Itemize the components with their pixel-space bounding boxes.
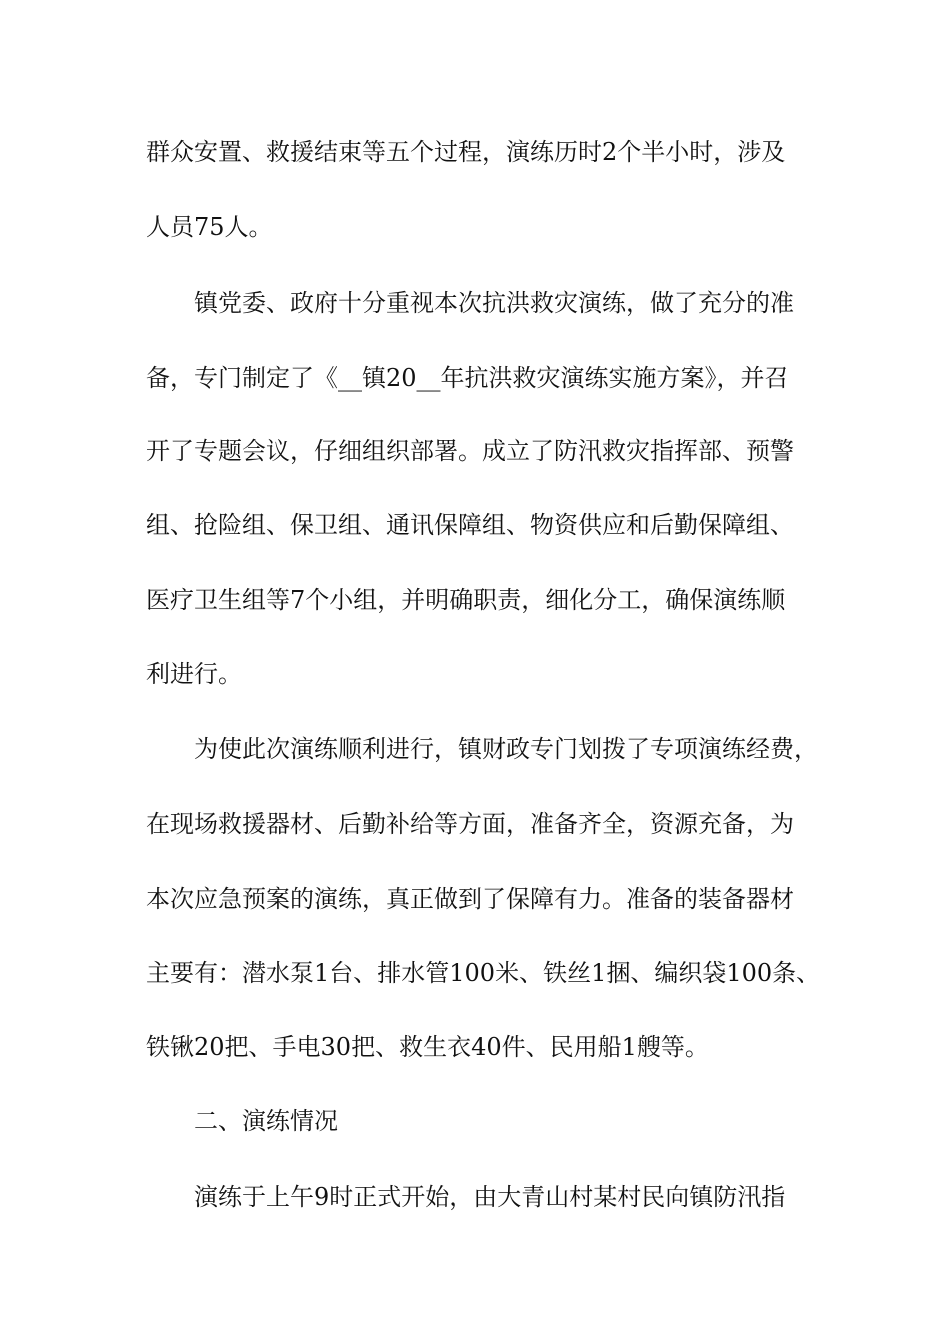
- paragraph-line: 开了专题会议，仔细组织部署。成立了防汛救灾指挥部、预警: [146, 437, 794, 465]
- paragraph-line: 铁锹20把、手电30把、救生衣40件、民用船1艘等。: [146, 1033, 709, 1061]
- paragraph-line: 演练于上午9时正式开始，由大青山村某村民向镇防汛指: [194, 1183, 786, 1211]
- section-heading: 二、演练情况: [194, 1107, 338, 1135]
- paragraph-line: 备，专门制定了《__镇20__年抗洪救灾演练实施方案》，并召: [146, 364, 789, 392]
- paragraph-line: 利进行。: [146, 660, 242, 688]
- paragraph-line: 人员75人。: [146, 213, 273, 241]
- paragraph-line: 为使此次演练顺利进行，镇财政专门划拨了专项演练经费，: [194, 735, 818, 763]
- paragraph-line: 主要有：潜水泵1台、排水管100米、铁丝1捆、编织袋100条、: [146, 959, 821, 987]
- paragraph-line: 镇党委、政府十分重视本次抗洪救灾演练，做了充分的准: [194, 289, 794, 317]
- paragraph-line: 群众安置、救援结束等五个过程，演练历时2个半小时，涉及: [146, 138, 786, 166]
- paragraph-line: 组、抢险组、保卫组、通讯保障组、物资供应和后勤保障组、: [146, 511, 794, 539]
- paragraph-line: 医疗卫生组等7个小组，并明确职责，细化分工，确保演练顺: [146, 586, 786, 614]
- paragraph-line: 本次应急预案的演练，真正做到了保障有力。准备的装备器材: [146, 885, 794, 913]
- paragraph-line: 在现场救援器材、后勤补给等方面，准备齐全，资源充备，为: [146, 810, 794, 838]
